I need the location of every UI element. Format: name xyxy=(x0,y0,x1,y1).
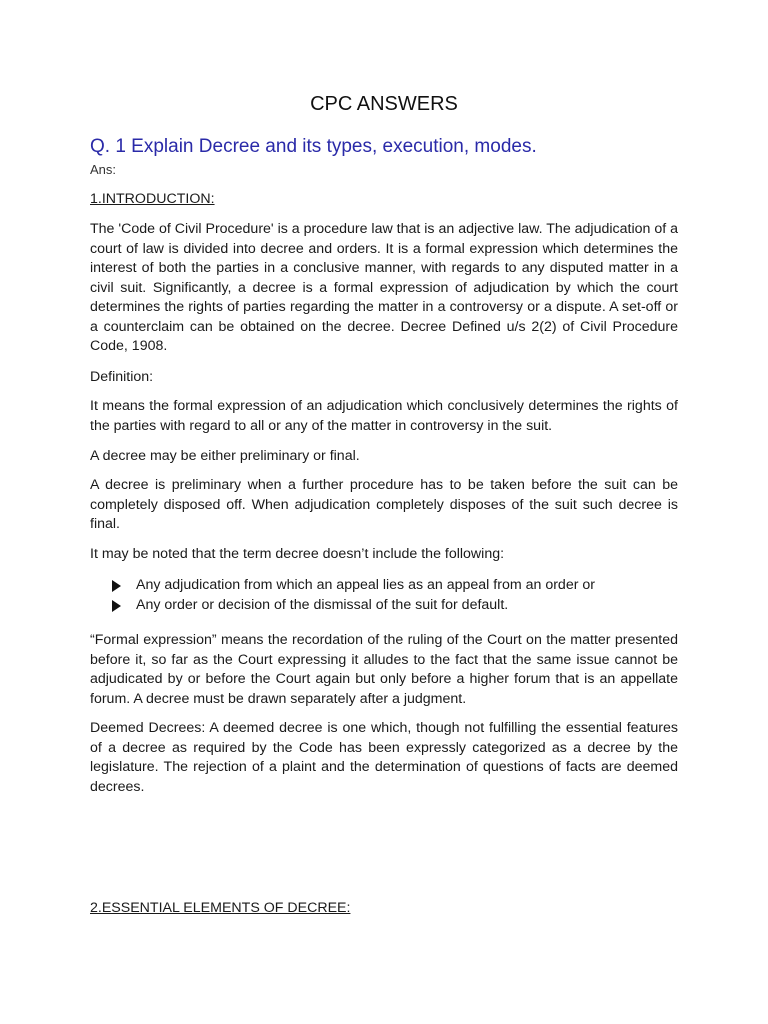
preliminary-paragraph: A decree is preliminary when a further procedure has to be taken before the suit can be completely disposed off. When adjudication completely disposes of the suit such decree is final. xyxy=(90,477,678,532)
list-item xyxy=(112,576,595,596)
preliminary-or-final-text: A decree may be either preliminary or final. xyxy=(90,448,360,464)
definition-paragraph: It means the formal expression of an adjudication which conclusively determines the rights of the parties with regard to all or any of the matter in controversy in the suit. xyxy=(90,398,678,434)
list-item xyxy=(112,596,595,616)
definition-heading: Definition: xyxy=(90,369,154,385)
formal-expression-paragraph: “Formal expression” means the recordation of the ruling of the Court on the matter presented before it, so far as the Court expressing it alludes to the fact that the same issue cannot be adjudicated by or before the Court again but only before a higher forum that is an appellate forum. A decree must be drawn separately after a judgment. xyxy=(90,632,678,707)
section-heading-essential-elements: 2.ESSENTIAL ELEMENTS OF DECREE: xyxy=(90,900,351,916)
list-item-text: Any adjudication from which an appeal lies as an appeal from an order or xyxy=(136,577,595,593)
arrowhead-right-icon xyxy=(112,600,121,612)
exclusion-list xyxy=(112,576,595,615)
question-heading: Q. 1 Explain Decree and its types, execution, modes. xyxy=(90,136,537,157)
document-title: CPC ANSWERS xyxy=(310,93,458,115)
arrowhead-right-icon xyxy=(112,580,121,592)
intro-paragraph: The 'Code of Civil Procedure' is a procedure law that is an adjective law. The adjudication of a court of law is divided into decree and orders. It is a formal expression which determines the interest of both the parties in a conclusive manner, with regards to any disputed matter in a civil suit. Significantly, a decree is a formal expression of adjudication by which the court determines the rights of parties regarding the matter in a controversy or a dispute. A set-off or a counterclaim can be obtained on the decree. Decree Defined u/s 2(2) of Civil Procedure Code, 1908. xyxy=(90,221,678,354)
excludes-intro-text: It may be noted that the term decree doesn’t include the following: xyxy=(90,546,505,562)
answer-label: Ans: xyxy=(90,162,117,177)
list-item-text: Any order or decision of the dismissal of the suit for default. xyxy=(136,596,509,613)
deemed-decrees-paragraph: Deemed Decrees: A deemed decree is one which, though not fulfilling the essential features of a decree as required by the Code has been expressly categorized as a decree by the legislature. The rejection of a plaint and the determination of questions of facts are deemed decrees. xyxy=(90,720,678,795)
section-heading-introduction: 1.INTRODUCTION: xyxy=(90,191,215,207)
